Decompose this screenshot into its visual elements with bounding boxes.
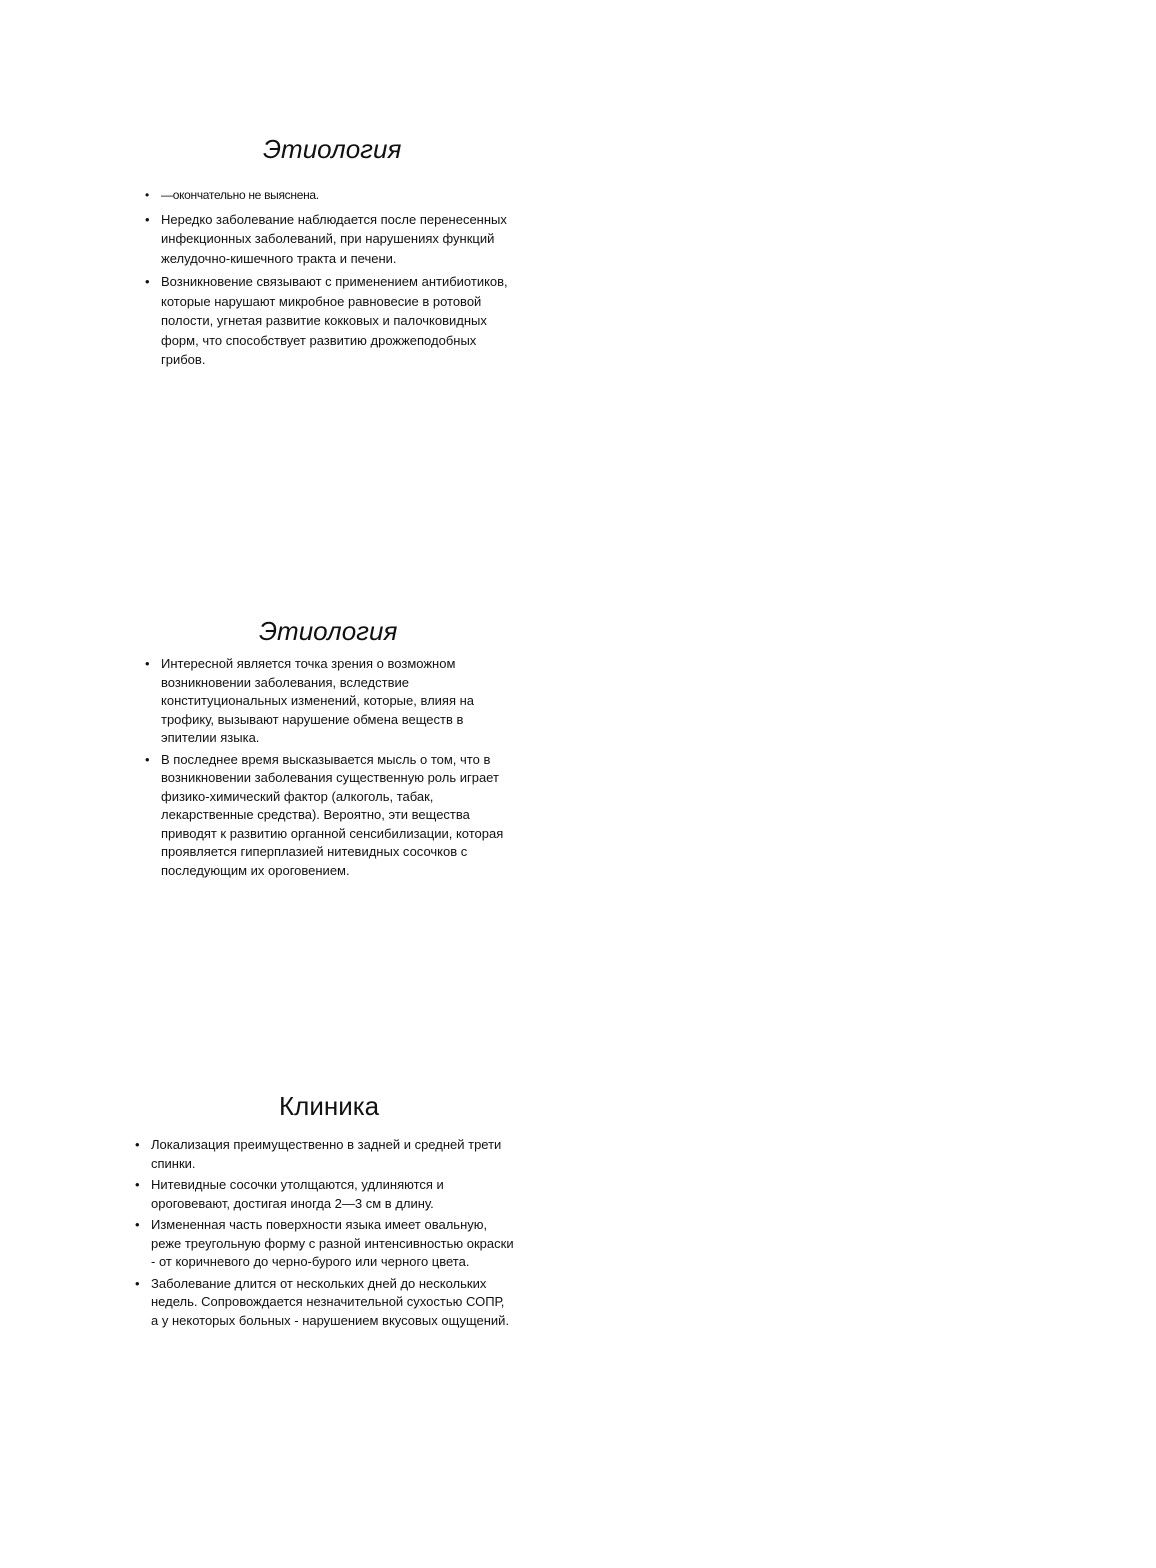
list-item-text: Заболевание длится от нескольких дней до нескольких недель. Сопровождается незначительной сухостью СОПР, а у некоторых больных - нарушением вкусовых ощущений. xyxy=(151,1275,510,1328)
slide-title: Клиника xyxy=(279,1091,380,1121)
list-item-text: Интересной является точка зрения о возможном возникновении заболевания, вследствие конституциональных изменений, которые, влияя на трофику, вызывают нарушение обмена веществ в эпителии языка. xyxy=(161,656,475,745)
list-item xyxy=(145,751,520,881)
bullet-icon: • xyxy=(135,1177,140,1192)
slide-title: Этиология xyxy=(263,134,402,164)
bullet-list xyxy=(145,186,515,374)
slide-title: Этиология xyxy=(259,616,398,646)
list-item xyxy=(135,1216,515,1272)
list-item-text: Измененная часть поверхности языка имеет овальную, реже треугольную форму с разной интенсивностью окраски - от коричневого до черно-бурого или черного цвета. xyxy=(151,1217,514,1269)
list-item-text: Возникновение связывают с применением антибиотиков, которые нарушают микробное равновесие в ротовой полости, угнетая развитие кокковых и палочковидных форм, что способствует развитию дрожжеподобных грибов. xyxy=(161,274,508,367)
bullet-icon: • xyxy=(145,656,150,671)
list-item-text: Нередко заболевание наблюдается после перенесенных инфекционных заболеваний, при нарушениях функций желудочно-кишечного тракта и печени. xyxy=(161,211,507,266)
list-item xyxy=(135,1136,515,1173)
list-item xyxy=(145,210,515,269)
list-item xyxy=(145,186,515,206)
bullet-icon: • xyxy=(145,211,150,227)
list-item xyxy=(145,272,515,370)
bullet-list xyxy=(145,655,520,883)
bullet-icon: • xyxy=(135,1137,140,1152)
list-item-text: —окончательно не выяснена. xyxy=(161,188,319,202)
bullet-icon: • xyxy=(135,1217,140,1232)
bullet-icon: • xyxy=(145,188,149,202)
bullet-icon: • xyxy=(135,1275,140,1291)
bullet-icon: • xyxy=(145,274,150,289)
bullet-list xyxy=(135,1136,515,1333)
list-item xyxy=(135,1275,515,1331)
bullet-icon: • xyxy=(145,751,150,767)
list-item xyxy=(145,655,520,748)
list-item-text: В последнее время высказывается мысль о том, что в возникновении заболевания существенную роль играет физико-химический фактор (алкоголь, табак, лекарственные средства). Вероятно, эти вещества приводят к развитию органной сенсибилизации, которая проявляется гиперплазией нитевидных сосочков с последующим их ороговением. xyxy=(161,751,504,878)
list-item-text: Локализация преимущественно в задней и средней трети спинки. xyxy=(151,1137,502,1171)
list-item xyxy=(135,1176,515,1213)
list-item-text: Нитевидные сосочки утолщаются, удлиняются и ороговевают, достигая иногда 2—3 см в длину. xyxy=(151,1177,444,1211)
